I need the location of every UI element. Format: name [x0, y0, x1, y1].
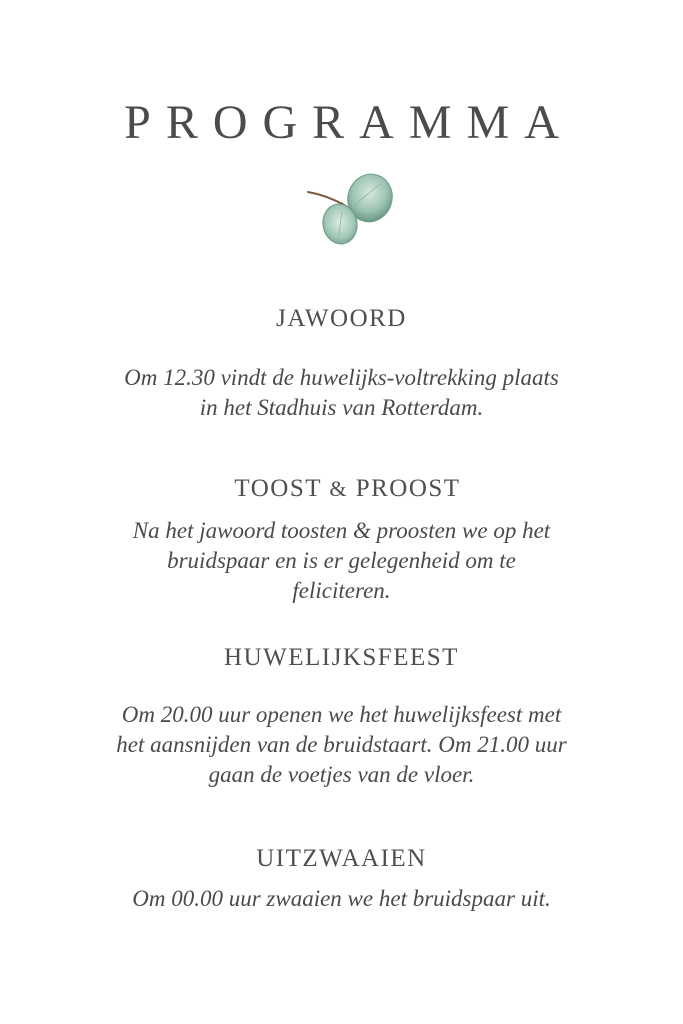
section-heading-toost-proost — [0, 474, 683, 504]
text-line: bruidspaar en is er gelegenheid om te — [167, 548, 516, 573]
section-heading-jawoord: JAWOORD — [276, 305, 407, 332]
section-heading-huwelijksfeest: HUWELIJKSFEEST — [224, 644, 459, 671]
heading-word: TOOST — [234, 475, 322, 502]
section-heading-uitzwaaien: UITZWAAIEN — [256, 845, 427, 872]
text-line: Om 12.30 vindt de huwelijks-voltrekking plaats — [124, 365, 559, 390]
section-text-toost-proost — [60, 516, 623, 606]
text-line: Om 00.00 uur zwaaien we het bruidspaar uit. — [132, 886, 551, 911]
text-line: gaan de voetjes van de vloer. — [208, 762, 475, 787]
eucalyptus-sprig-icon — [302, 168, 398, 252]
page-title: PROGRAMMA — [124, 96, 574, 149]
heading-word: PROOST — [355, 475, 461, 502]
text-line: Na het jawoord toosten & proosten we op het — [132, 518, 551, 543]
ampersand: & — [329, 476, 348, 501]
section-text-huwelijksfeest — [60, 700, 623, 790]
section-text-jawoord — [60, 363, 623, 423]
text-line: in het Stadhuis van Rotterdam. — [199, 395, 484, 420]
text-line: Om 20.00 uur openen we het huwelijksfeest met — [121, 702, 562, 727]
section-text-uitzwaaien — [60, 884, 623, 914]
text-line: feliciteren. — [292, 578, 391, 603]
text-line: het aansnijden van de bruidstaart. Om 21.00 uur — [116, 732, 567, 757]
